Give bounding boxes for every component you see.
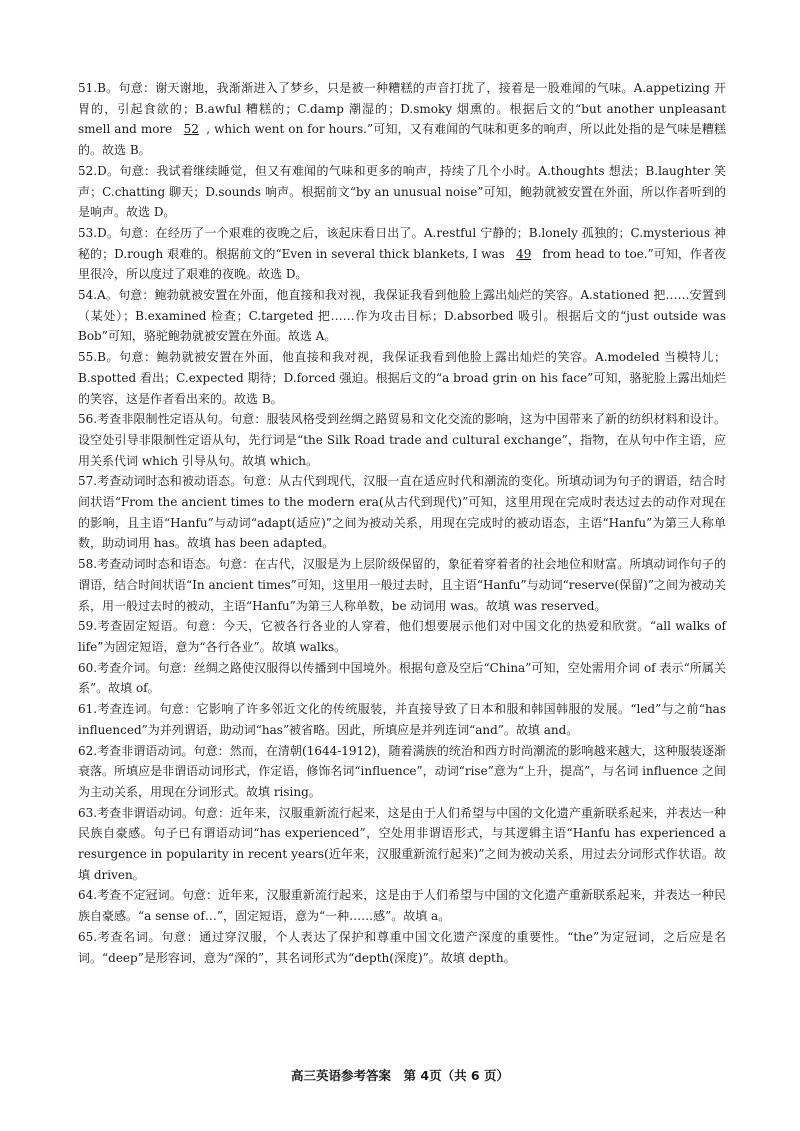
answer-text: 62.考查非谓语动词。句意：然而，在清朝(1644-1912)，随着满族的统治和西方时尚潮流的影响越来越大，这种服装逐渐衰落。所填应是非谓语动词形式，作定语，修饰名词“influence”，动词“rise”意为“上升，提高”，与名词 influence 之间为主动关系，用现在分词形式。故填 rising。 xyxy=(78,743,726,799)
answer-text: 51.B。句意：谢天谢地，我渐渐进入了梦乡，只是被一种糟糕的声音打扰了，接着是一股难闻的气味。A.appetizing 开胃的，引起食欲的；B.awful 糟糕的；C.damp 潮湿的；D.smoky 烟熏的。根据后文的“but another unpleasant smell and more xyxy=(78,81,726,137)
answer-q53 xyxy=(78,223,726,285)
answer-text: from head to toe.”可知，作者夜里很冷，所以度过了艰难的夜晚。故选 D。 xyxy=(78,246,727,282)
answer-q56 xyxy=(78,409,726,471)
answer-q52 xyxy=(78,161,726,223)
answer-q63 xyxy=(78,803,726,886)
answer-q61 xyxy=(78,699,726,740)
answer-text: 52.D。句意：我试着继续睡觉，但又有难闻的气味和更多的响声，持续了几个小时。A.thoughts 想法；B.laughter 笑声；C.chatting 聊天；D.sounds 响声。根据前文“by an unusual noise”可知，鲍勃就被安置在外面，所以作者听到的是响声。故选 D。 xyxy=(78,163,726,220)
answer-text: 55.B。句意：鲍勃就被安置在外面，他直接和我对视，我保证我看到他脸上露出灿烂的笑容。A.modeled 当模特儿；B.spotted 看出；C.expected 期待；D.forced 强迫。根据后文的“a broad grin on his face”可知，骆驼脸上露出灿烂的笑容，这是作者看出来的。故选 B。 xyxy=(78,350,726,406)
answer-q64 xyxy=(78,885,726,926)
answer-q51 xyxy=(78,78,726,161)
answer-text: 59.考查固定短语。句意：今天，它被各行各业的人穿着，他们想要展示他们对中国文化的热爱和欣赏。“all walks of life”为固定短语，意为“各行各业”。故填 walks。 xyxy=(78,619,726,654)
answer-text: 58.考查动词时态和语态。句意：在古代，汉服是为上层阶级保留的，象征着穿着者的社会地位和财富。所填动词作句子的谓语，结合时间状语“In ancient times”可知，这里用一般过去时，且主语“Hanfu”与动词“reserve(保留)”之间为被动关系，用一般过去时的被动，主语“Hanfu”为第三人称单数，be 动词用 was。故填 was reserved。 xyxy=(78,557,726,613)
answer-q54 xyxy=(78,285,726,347)
answer-text: 53.D。句意：在经历了一个艰难的夜晚之后，该起床看日出了。A.restful 宁静的；B.lonely 孤独的；C.mysterious 神秘的；D.rough 艰难的。根据前文的“Even in several thick blankets, I was xyxy=(78,225,726,261)
answer-text: 60.考查介词。句意：丝绸之路使汉服得以传播到中国境外。根据句意及空后“China”可知，空处需用介词 of 表示“所属关系”。故填 of。 xyxy=(78,660,726,696)
answer-q62 xyxy=(78,741,726,803)
answer-text: 54.A。句意：鲍勃就被安置在外面，他直接和我对视，我保证我看到他脸上露出灿烂的笑容。A.stationed 把……安置到（某处）；B.examined 检查；C.targeted 把……作为攻击目标；D.absorbed 吸引。根据后文的“just outside was Bob”可知，骆驼鲍勃就被安置在外面。故选 A。 xyxy=(78,288,726,344)
answer-text: 61.考查连词。句意：它影响了许多邻近文化的传统服装，并直接导致了日本和服和韩国韩服的发展。“led”与之前“has influenced”为并列谓语，助动词“has”被省略。因此，所填应是并列连词“and”。故填 and。 xyxy=(78,702,726,737)
answer-list xyxy=(78,78,726,968)
answer-q55 xyxy=(78,347,726,409)
answer-q60 xyxy=(78,658,726,699)
answer-text: 56.考查非限制性定语从句。句意：服装风格受到丝绸之路贸易和文化交流的影响，这为中国带来了新的纺织材料和设计。设空处引导非限制性定语从句，先行词是“the Silk Road trade and cultural exchange”，指物，在从句中作主语，应用关系代词 which 引导从句。故填 which。 xyxy=(78,412,726,468)
blank-number: 49 xyxy=(516,246,532,261)
answer-q59 xyxy=(78,616,726,657)
answer-text: 63.考查非谓语动词。句意：近年来，汉服重新流行起来，这是由于人们希望与中国的文化遗产重新联系起来，并表达一种民族自豪感。句子已有谓语动词“has experienced”，空处用非谓语形式，与其逻辑主语“Hanfu has experienced a resurgence in popularity in recent years(近年来，汉服重新流行起来)”之间为被动关系，用过去分词形式作状语。故填 driven。 xyxy=(78,805,726,882)
answer-text: 64.考查不定冠词。句意：近年来，汉服重新流行起来，这是由于人们希望与中国的文化遗产重新联系起来，并表达一种民族自豪感。“a sense of…”，固定短语，意为“一种……感”。故填 a。 xyxy=(78,888,726,924)
answer-text: 57.考查动词时态和被动语态。句意：从古代到现代，汉服一直在适应时代和潮流的变化。所填动词为句子的谓语，结合时间状语“From the ancient times to the modern era(从古代到现代)”可知，这里用现在完成时表达过去的动作对现在的影响，且主语“Hanfu”与动词“adapt(适应)”之间为被动关系，用现在完成时的被动语态，主语“Hanfu”为第三人称单数，助动词用 has。故填 has been adapted。 xyxy=(78,474,726,551)
answer-text: , which went on for hours.”可知，又有难闻的气味和更多的响声，所以此处指的是气味是糟糕的。故选 B。 xyxy=(78,122,727,158)
answer-text: 65.考查名词。句意：通过穿汉服，个人表达了保护和尊重中国文化遗产深度的重要性。“the”为定冠词，之后应是名词。“deep”是形容词，意为“深的”，其名词形式为“depth(深度)”。故填 depth。 xyxy=(78,929,726,965)
answer-q65 xyxy=(78,927,726,968)
answer-q58 xyxy=(78,554,726,616)
answer-q57 xyxy=(78,471,726,554)
blank-number: 52 xyxy=(183,122,199,137)
page-footer: 高三英语参考答案 第 4页（共 6 页） xyxy=(291,1068,509,1083)
